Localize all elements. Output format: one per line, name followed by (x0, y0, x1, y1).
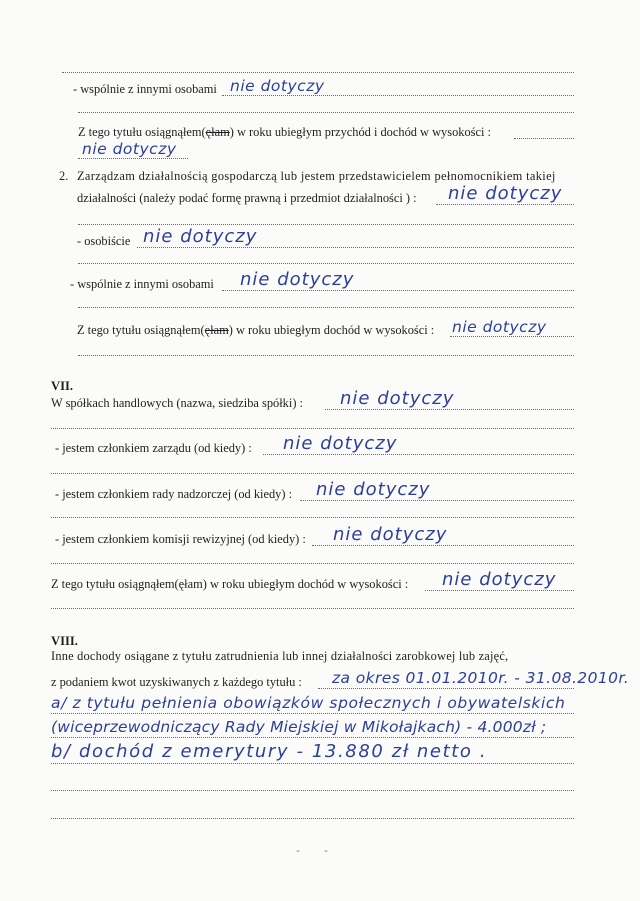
audit-label: - jestem członkiem komisji rewizyjnej (od kiedy) : (55, 532, 306, 546)
personally-label: - osobiście (77, 234, 131, 248)
item2-line2: działalności (należy podać formę prawną i przedmiot działalności ) : (77, 191, 417, 205)
answer-line (514, 138, 574, 139)
answer-line (222, 290, 574, 291)
footer-mark: - (324, 844, 328, 857)
item-number-2: 2. (59, 169, 69, 183)
blank-line (51, 608, 574, 609)
income-text-pre: Z tego tytułu osiągnąłem( (77, 323, 205, 337)
blank-line (51, 790, 574, 791)
handwritten-answer-income-vii: nie dotyczy (442, 569, 557, 590)
handwritten-answer-income-2: nie dotyczy (452, 318, 547, 336)
handwritten-answer-jointly-2: nie dotyczy (240, 269, 355, 290)
companies-label: W spółkach handlowych (nazwa, siedziba spółki) : (51, 396, 303, 410)
blank-line (62, 72, 574, 73)
answer-line (325, 409, 574, 410)
blank-line (78, 307, 574, 308)
answer-line (263, 454, 574, 455)
answer-line (222, 95, 574, 96)
jointly-label-2: - wspólnie z innymi osobami (70, 277, 214, 291)
handwritten-answer-personally: nie dotyczy (143, 226, 258, 247)
handwritten-answer-board: nie dotyczy (283, 433, 398, 454)
handwritten-answer-jointly-1: nie dotyczy (230, 77, 325, 95)
handwritten-other-income-1: za okres 01.01.2010r. - 31.08.2010r. (332, 669, 630, 687)
answer-line (137, 247, 574, 248)
income-text-post: ) w roku ubiegłym przychód i dochód w wysokości : (229, 125, 491, 139)
income-vii-label: Z tego tytułu osiągnąłem(ęłam) w roku ubiegłym dochód w wysokości : (51, 577, 409, 591)
section-heading-vii: VII. (51, 379, 74, 393)
income-statement-2 (77, 323, 434, 337)
answer-line (51, 713, 574, 714)
blank-line (78, 224, 574, 225)
blank-line (51, 818, 574, 819)
item2-line1: Zarządzam działalnością gospodarczą lub jestem przedstawicielem pełnomocnikiem takiej (77, 169, 556, 183)
section-heading-viii: VIII. (51, 634, 78, 648)
income-text-post: ) w roku ubiegłym dochód w wysokości : (228, 323, 435, 337)
handwritten-answer-audit: nie dotyczy (333, 524, 448, 545)
blank-line (78, 355, 574, 356)
handwritten-answer-companies: nie dotyczy (340, 388, 455, 409)
handwritten-answer-item2: nie dotyczy (448, 183, 563, 204)
income-text-pre: Z tego tytułu osiągnąłem( (78, 125, 206, 139)
income-statement-1 (78, 125, 491, 139)
blank-line (78, 263, 574, 264)
income-text-struck: ęłam (204, 323, 229, 337)
jointly-label-1: - wspólnie z innymi osobami (73, 82, 217, 96)
answer-line (312, 545, 574, 546)
other-income-line2: z podaniem kwot uzyskiwanych z każdego tytułu : (51, 675, 302, 689)
answer-line (51, 737, 574, 738)
answer-line (318, 688, 574, 689)
other-income-line1: Inne dochody osiągane z tytułu zatrudnienia lub innej działalności zarobkowej lub zajęć, (51, 649, 509, 663)
answer-line (300, 500, 574, 501)
blank-line (51, 473, 574, 474)
answer-line (51, 763, 574, 764)
blank-line (51, 517, 574, 518)
income-text-struck: ęłam (205, 125, 230, 139)
answer-line (78, 158, 188, 159)
answer-line (425, 590, 574, 591)
blank-line (78, 112, 574, 113)
handwritten-other-income-4: b/ dochód z emerytury - 13.880 zł netto . (51, 741, 488, 762)
supervisory-label: - jestem członkiem rady nadzorczej (od kiedy) : (55, 487, 293, 501)
answer-line (436, 204, 574, 205)
footer-mark: - (296, 844, 300, 857)
answer-line (450, 336, 574, 337)
handwritten-answer-income-1: nie dotyczy (82, 140, 177, 158)
handwritten-answer-supervisory: nie dotyczy (316, 479, 431, 500)
handwritten-other-income-2: a/ z tytułu pełnienia obowiązków społecznych i obywatelskich (51, 694, 566, 712)
blank-line (51, 563, 574, 564)
board-label: - jestem członkiem zarządu (od kiedy) : (55, 441, 252, 455)
handwritten-other-income-3: (wiceprzewodniczący Rady Miejskiej w Mikołajkach) - 4.000zł ; (51, 718, 547, 736)
blank-line (51, 428, 574, 429)
